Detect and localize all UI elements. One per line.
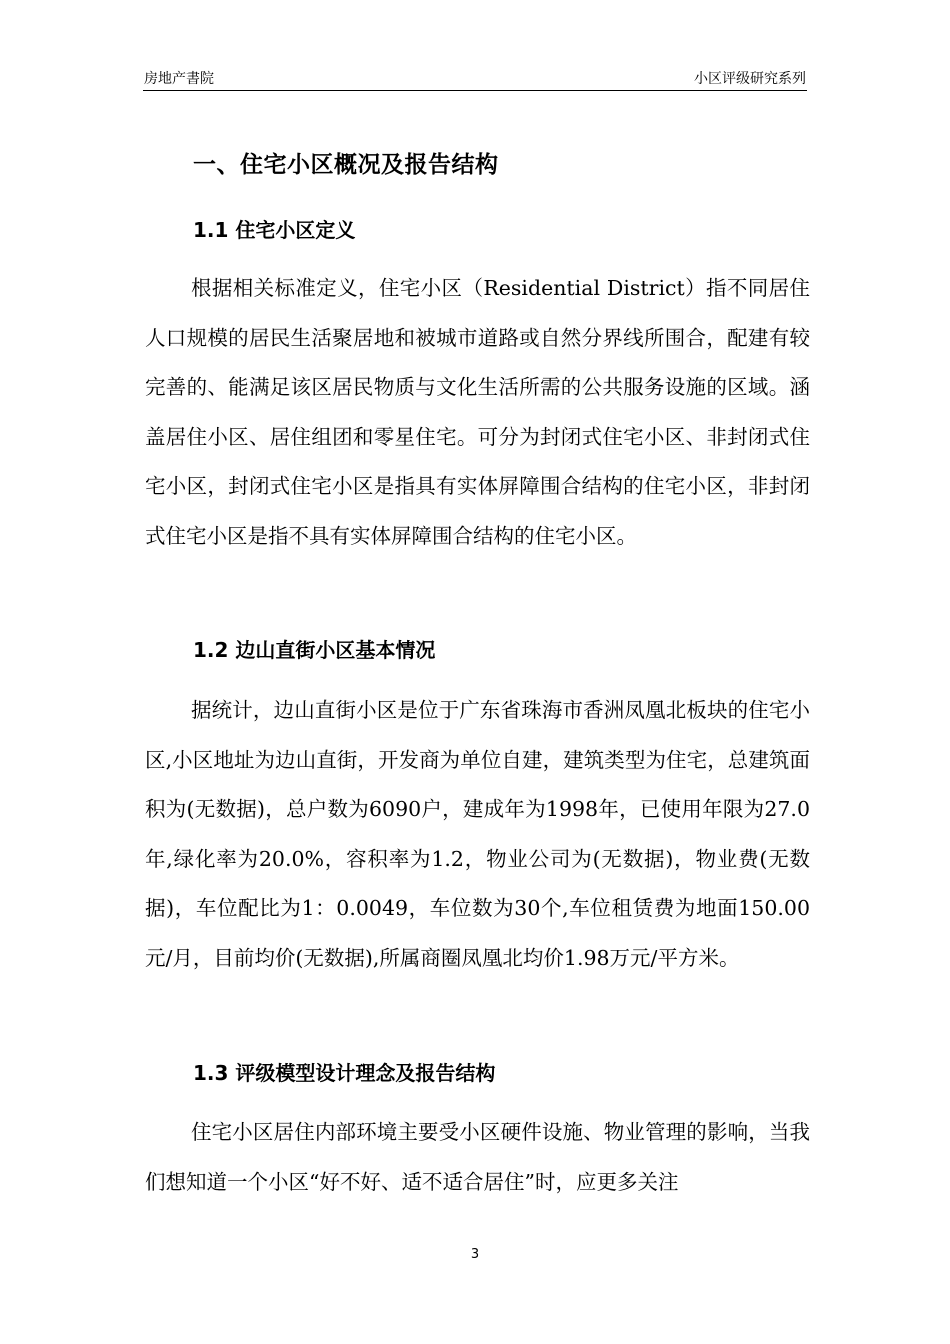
- header-publisher: 房地产書院: [144, 71, 214, 87]
- header-series-title: 小区评级研究系列: [694, 71, 806, 87]
- page-number: 3: [470, 1247, 480, 1262]
- section-title: 一、住宅小区概况及报告结构: [193, 152, 499, 178]
- paragraph-definition: 根据相关标准定义，住宅小区（Residential District）指不同居住人口规模的居民生活聚居地和被城市道路或自然分界线所围合，配建有较完善的、能满足该区居民物质与文化生活所需的公共服务设施的区域。涵盖居住小区、居住组团和零星住宅。可分为封闭式住宅小区、非封闭式住宅小区，封闭式住宅小区是指具有实体屏障围合结构的住宅小区，非封闭式住宅小区是指不具有实体屏障围合结构的住宅小区。: [145, 276, 810, 548]
- heading-1-2: 1.2 边山直街小区基本情况: [193, 638, 436, 662]
- paragraph-basic-info: 据统计，边山直街小区是位于广东省珠海市香洲凤凰北板块的住宅小区,小区地址为边山直街，开发商为单位自建，建筑类型为住宅，总建筑面积为(无数据)，总户数为6090户，建成年为1998年，已使用年限为27.0年,绿化率为20.0%，容积率为1.2，物业公司为(无数据)，物业费(无数据)，车位配比为1：0.0049，车位数为30个,车位租赁费为地面150.00元/月，目前均价(无数据),所属商圈凤凰北均价1.98万元/平方米。: [145, 698, 810, 970]
- heading-1-3: 1.3 评级模型设计理念及报告结构: [193, 1061, 496, 1085]
- paragraph-model-design: 住宅小区居住内部环境主要受小区硬件设施、物业管理的影响，当我们想知道一个小区“好不好、适不适合居住”时，应更多关注: [145, 1120, 810, 1194]
- heading-1-1: 1.1 住宅小区定义: [193, 218, 356, 242]
- page-header: [143, 66, 807, 91]
